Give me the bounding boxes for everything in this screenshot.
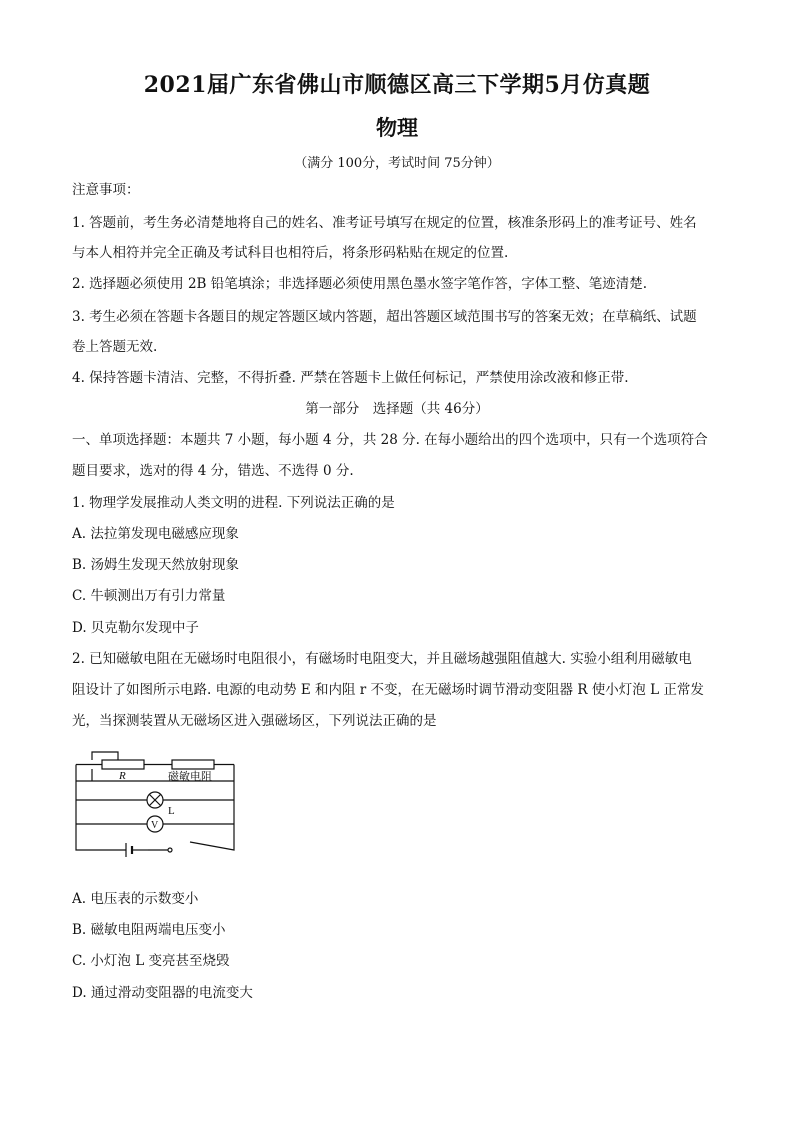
label-l: L	[168, 805, 175, 817]
label-r: R	[119, 770, 126, 782]
exam-title: 2021届广东省佛山市顺德区高三下学期5月仿真题	[143, 72, 651, 98]
q1-stem: 1. 物理学发展推动人类文明的进程. 下列说法正确的是	[72, 495, 395, 511]
q1-option-c: C. 牛顿测出万有引力常量	[72, 588, 226, 604]
exam-meta: （满分 100分，考试时间 75分钟）	[294, 156, 500, 171]
magneto-resistor	[172, 760, 214, 769]
section-title: 第一部分 选择题（共 46分）	[305, 401, 489, 417]
circuit-diagram	[70, 748, 240, 860]
q2-stem: 阻设计了如图所示电路. 电源的电动势 E 和内阻 r 不变，在无磁场时调节滑动变阻器 R 使小灯泡 L 正常发	[72, 682, 704, 698]
notice-line: 1. 答题前，考生务必清楚地将自己的姓名、准考证号填写在规定的位置，核准条形码上的准考证号、姓名	[72, 215, 697, 231]
q2-stem: 2. 已知磁敏电阻在无磁场时电阻很小，有磁场时电阻变大，并且磁场越强阻值越大. 实验小组利用磁敏电	[72, 651, 692, 667]
exam-subject: 物理	[376, 115, 418, 140]
rheostat-slider	[92, 752, 118, 760]
q2-option-a: A. 电压表的示数变小	[72, 891, 199, 907]
q1-option-b: B. 汤姆生发现天然放射现象	[72, 557, 240, 573]
notice-line: 3. 考生必须在答题卡各题目的规定答题区域内答题，超出答题区域范围书写的答案无效；在草稿纸、试题	[72, 309, 697, 325]
notice-line: 2. 选择题必须使用 2B 铅笔填涂；非选择题必须使用黑色墨水签字笔作答，字体工整、笔迹清楚.	[72, 276, 648, 292]
q2-stem: 光，当探测装置从无磁场区进入强磁场区，下列说法正确的是	[72, 713, 437, 729]
label-v: V	[151, 820, 159, 831]
q2-option-d: D. 通过滑动变阻器的电流变大	[72, 985, 253, 1001]
q1-option-a: A. 法拉第发现电磁感应现象	[72, 526, 239, 542]
section-intro: 一、单项选择题：本题共 7 小题，每小题 4 分，共 28 分. 在每小题给出的四个选项中，只有一个选项符合	[72, 432, 708, 448]
notice-line: 4. 保持答题卡清洁、完整，不得折叠. 严禁在答题卡上做任何标记，严禁使用涂改液和修正带.	[72, 370, 629, 386]
notice-line: 与本人相符并完全正确及考试科目也相符后，将条形码粘贴在规定的位置.	[72, 245, 509, 261]
switch	[168, 848, 172, 852]
q1-option-d: D. 贝克勒尔发现中子	[72, 620, 199, 636]
q2-option-c: C. 小灯泡 L 变亮甚至烧毁	[72, 953, 230, 969]
label-magneto: 磁敏电阻	[168, 770, 212, 783]
rheostat-r	[102, 760, 144, 769]
notice-line: 卷上答题无效.	[72, 339, 158, 355]
q2-option-b: B. 磁敏电阻两端电压变小	[72, 922, 226, 938]
notice-heading: 注意事项：	[72, 182, 140, 198]
section-intro: 题目要求，选对的得 4 分，错选、不选得 0 分.	[72, 463, 354, 479]
